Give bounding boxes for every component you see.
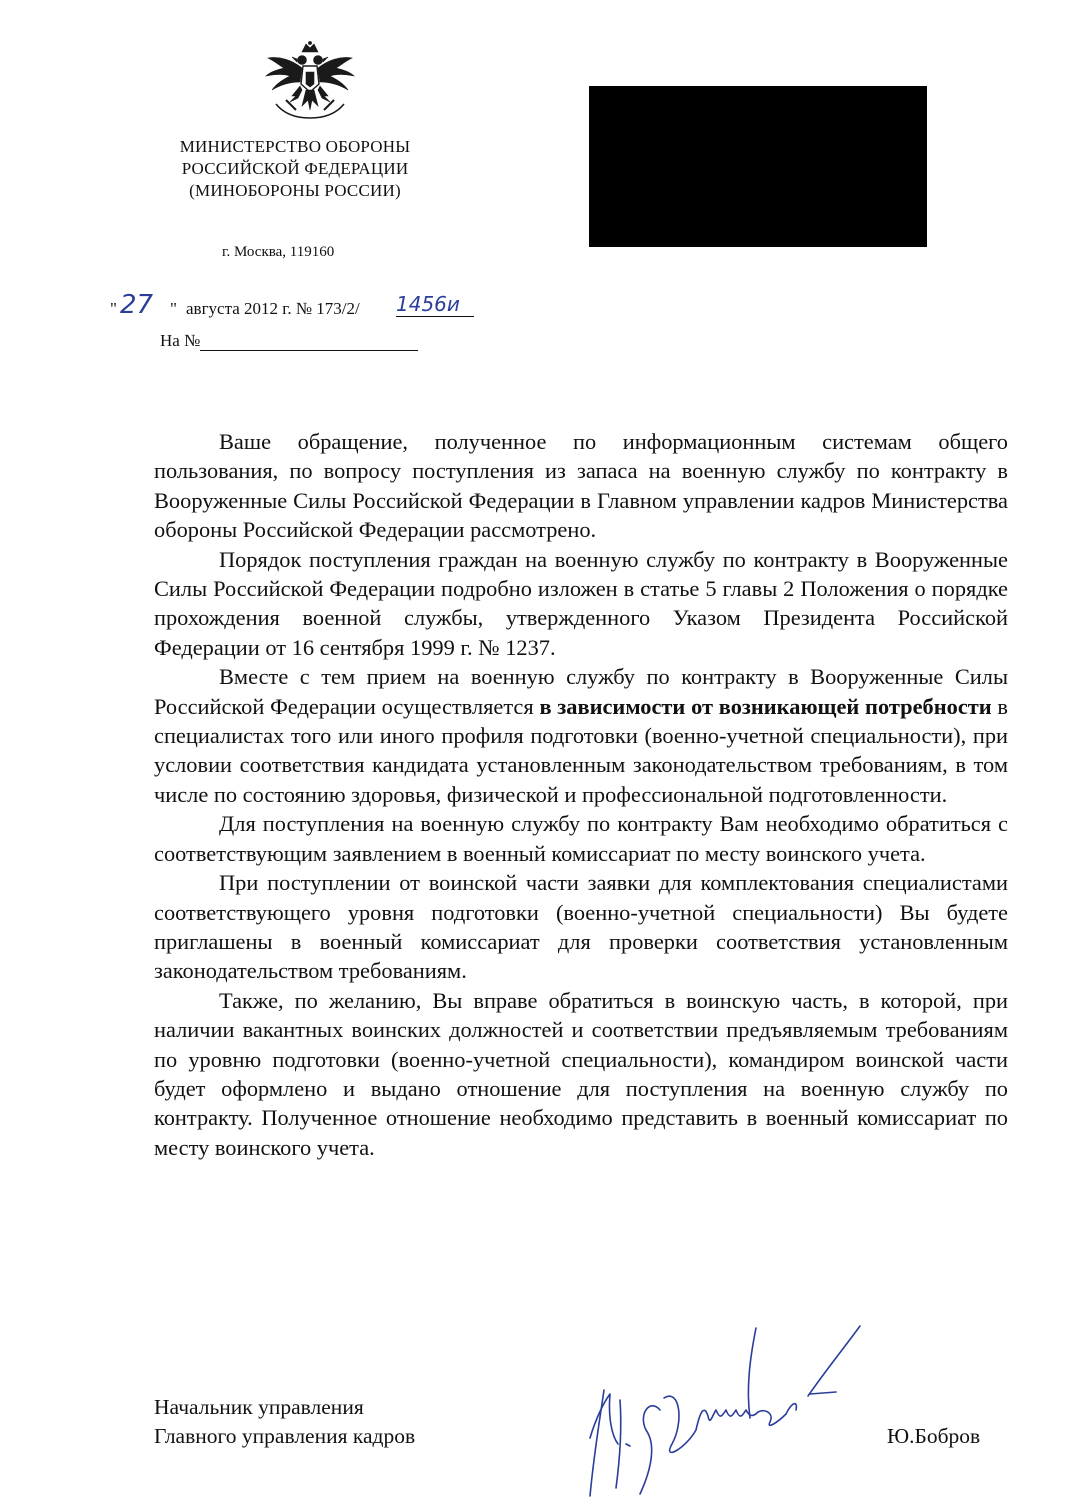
date-day-handwritten: 27 — [120, 290, 154, 320]
signatory-title-line-2: Главного управления кадров — [154, 1424, 416, 1448]
reference-line — [160, 331, 418, 351]
redacted-addressee — [589, 86, 927, 247]
date-open-quote: " — [110, 299, 117, 318]
org-line-1: МИНИСТЕРСТВО ОБОРОНЫ — [179, 137, 411, 156]
date-close-quote: " — [170, 299, 177, 318]
signatory-title-line-1: Начальник управления — [154, 1395, 364, 1419]
date-month-year-number: августа 2012 г. № 173/2/ — [186, 299, 360, 318]
city-postcode: г. Москва, 119160 — [222, 244, 335, 260]
org-line-2: РОССИЙСКОЙ ФЕДЕРАЦИИ — [181, 159, 409, 178]
reference-label: На № — [160, 331, 201, 350]
document-number-handwritten: 1456и — [396, 292, 474, 317]
paragraph: Для поступления на военную службу по контракту Вам необходимо обратиться с соответствующим заявлением в военный комиссариат по месту воинского учета. — [154, 811, 1008, 866]
bold-emphasis: в зависимости от возникающей потребности — [539, 693, 992, 719]
paragraph: При поступлении от воинской части заявки для комплектования специалистами соответствующего уровня подготовки (военно-учетной специальности) Вы будете приглашены в военный комиссариат для проверки соответствия установленным законодательством требованиям. — [154, 870, 1008, 984]
paragraph: Ваше обращение, полученное по информационным системам общего пользования, по вопросу поступления из запаса на военную службу по контракту в Вооруженные Силы Российской Федерации в Главном управлении кадров Министерства обороны Российской Федерации рассмотрено. — [154, 429, 1008, 543]
reference-blank — [200, 336, 418, 351]
handwritten-signature-icon — [560, 1318, 870, 1500]
paragraph: Также, по желанию, Вы вправе обратиться в воинскую часть, в которой, при наличии вакантных воинских должностей и соответствии предъявляемым требованиям по уровню подготовки (военно-учетной специальности), командиром воинской части будет оформлено и выдано отношение для поступления на военную службу по контракту. Полученное отношение необходимо представить в военный комиссариат по месту воинского учета. — [154, 987, 1008, 1160]
org-line-3: (МИНОБОРОНЫ РОССИИ) — [189, 181, 401, 200]
signatory-title — [154, 1393, 415, 1451]
paragraph-text: в специалистах того или иного профиля подготовки (военно-учетной специальности), при условии соответствия кандидата установленным законодательством требованиям, в том числе по состоянию здоровья, физической и профессиональной подготовленности. — [154, 693, 1008, 807]
letter-body — [154, 427, 1008, 1162]
paragraph: Порядок поступления граждан на военную службу по контракту в Вооруженные Силы Российской Федерации подробно изложен в статье 5 главы 2 Положения о порядке прохождения военной службы, утвержденного Указом Президента Российской Федерации от 16 сентября 1999 г. № 1237. — [154, 546, 1008, 660]
signatory-name: Ю.Бобров — [887, 1424, 981, 1448]
double-headed-eagle-emblem-icon — [262, 40, 358, 120]
paragraph — [154, 662, 1008, 809]
organization-name — [150, 136, 440, 202]
paragraph-text: Вместе с тем прием на военную службу по контракту в Вооруженные Силы Российской Федерации осуществляется — [154, 664, 1008, 719]
